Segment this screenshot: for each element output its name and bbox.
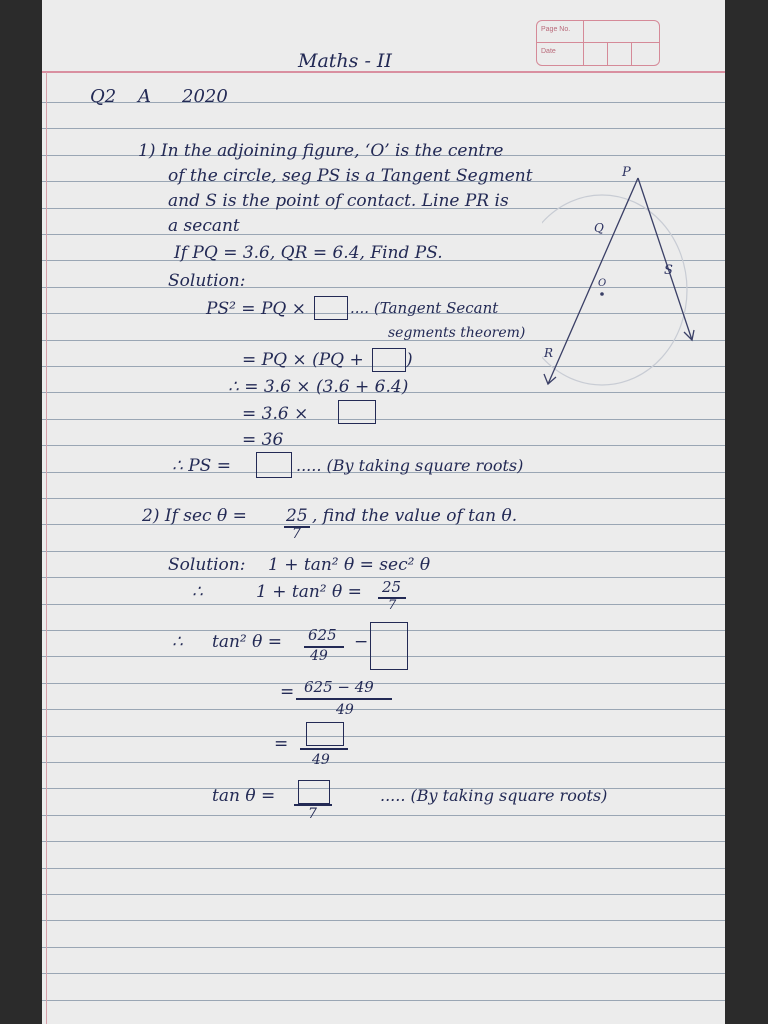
ruled-line (42, 894, 725, 895)
q2-step-3-minus: − (354, 632, 369, 652)
page-no-label: Page No. (541, 26, 571, 33)
ruled-line (42, 947, 725, 948)
q2-identity: 1 + tan² θ = sec² θ (268, 555, 431, 575)
ruled-line (42, 1000, 725, 1001)
ruled-line (42, 815, 725, 816)
ruled-line (42, 445, 725, 446)
left-margin-line (46, 72, 47, 1024)
q2-step-3: tan² θ = (212, 632, 283, 652)
q2-step-4-denominator: 49 (336, 702, 354, 718)
question-year: 2020 (182, 86, 228, 107)
ruled-line (42, 419, 725, 420)
ruled-line (42, 973, 725, 974)
q1-step-6-reason: ..... (By taking square roots) (296, 456, 524, 475)
q1-line-3: and S is the point of contact. Line PR is (168, 191, 509, 211)
q1-step-1-reason-2: segments theorem) (388, 325, 526, 341)
ruled-line (42, 604, 725, 605)
blank-box (338, 400, 376, 424)
ruled-line (42, 709, 725, 710)
q2-step-3-numerator: 625 (308, 626, 337, 644)
page-title: Maths - II (298, 50, 392, 72)
q2-step-2-numerator: 25 (382, 578, 402, 596)
blank-box (314, 296, 348, 320)
q1-step-2-close: ) (406, 350, 413, 370)
q2-step-5-eq: = (274, 734, 289, 754)
q2-step-5-denominator: 49 (312, 752, 330, 768)
q2-step-6-denominator: 7 (308, 806, 317, 822)
blank-box (298, 780, 330, 804)
blank-box (370, 622, 408, 670)
question-number: Q2 (90, 86, 117, 107)
fraction-bar (296, 698, 392, 700)
fraction-bar (300, 748, 348, 750)
tangent-secant-figure (542, 160, 762, 400)
notebook-page (42, 0, 725, 1024)
ruled-line (42, 920, 725, 921)
ruled-line (42, 551, 725, 552)
q2-step-6: tan θ = (212, 786, 276, 806)
blank-box (256, 452, 292, 478)
q1-given: If PQ = 3.6, QR = 6.4, Find PS. (174, 243, 443, 263)
figure-label-s: S (664, 263, 673, 278)
ruled-line (42, 498, 725, 499)
q2-step-2: 1 + tan² θ = (256, 582, 362, 602)
q2-therefore-2: ∴ (172, 632, 183, 652)
q2-prompt: 2) If sec θ = (142, 506, 247, 526)
question-part: A (138, 86, 151, 107)
q2-fraction-denominator: 7 (292, 526, 301, 542)
q2-prompt-right: , find the value of tan θ. (312, 506, 518, 526)
ruled-line (42, 868, 725, 869)
page-number-date-box (536, 20, 660, 66)
date-label: Date (541, 48, 556, 55)
q1-step-4: = 3.6 × (242, 404, 309, 424)
q2-therefore-1: ∴ (192, 582, 203, 602)
q1-step-5: = 36 (242, 430, 284, 450)
q2-fraction-numerator: 25 (286, 506, 308, 526)
figure-label-p: P (622, 165, 631, 180)
q1-step-1-reason: .... (Tangent Secant (350, 299, 499, 317)
figure-label-o: O (598, 278, 607, 289)
q2-step-4-eq: = (280, 682, 295, 702)
q1-solution-label: Solution: (168, 271, 246, 291)
q2-step-3-denominator: 49 (310, 648, 328, 664)
q1-line-4: a secant (168, 216, 240, 236)
q1-line-1: 1) In the adjoining figure, ‘O’ is the centre (138, 141, 504, 161)
q2-step-4-numerator: 625 − 49 (304, 678, 374, 696)
q1-step-2: = PQ × (PQ + (242, 350, 364, 370)
blank-box (306, 722, 344, 746)
figure-label-q: Q (594, 221, 604, 235)
ruled-line (42, 762, 725, 763)
q1-step-6: ∴ PS = (172, 456, 231, 476)
q1-step-3: ∴ = 3.6 × (3.6 + 6.4) (228, 377, 409, 397)
ruled-line (42, 841, 725, 842)
ruled-line (42, 683, 725, 684)
q1-line-2: of the circle, seg PS is a Tangent Segment (168, 166, 533, 186)
figure-label-r: R (544, 346, 554, 360)
blank-box (372, 348, 406, 372)
ruled-line (42, 736, 725, 737)
ruled-line (42, 128, 725, 129)
q2-step-6-reason: ..... (By taking square roots) (380, 786, 608, 805)
q1-step-1: PS² = PQ × (206, 299, 306, 319)
q2-step-2-denominator: 7 (388, 598, 397, 613)
q2-solution-label: Solution: (168, 555, 246, 575)
